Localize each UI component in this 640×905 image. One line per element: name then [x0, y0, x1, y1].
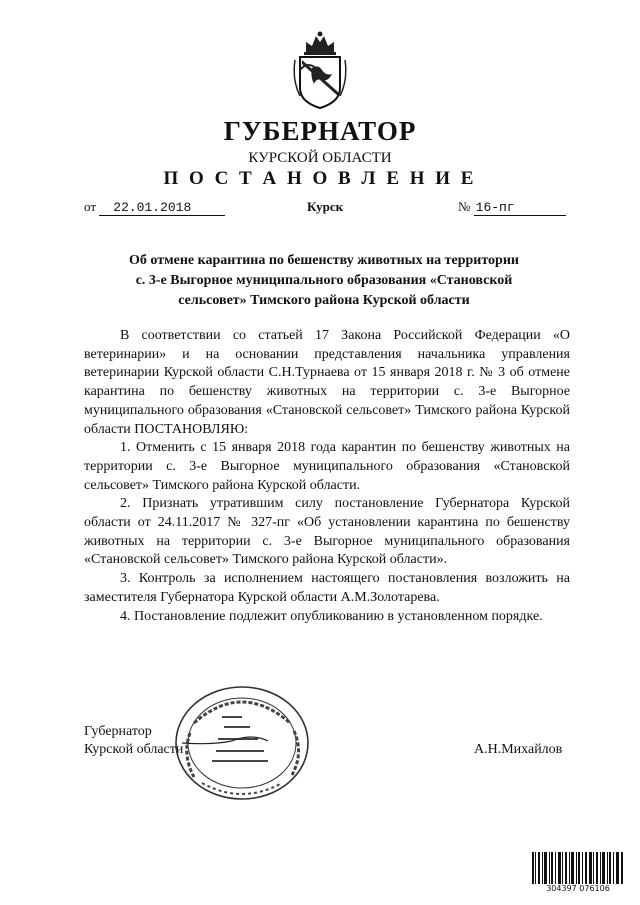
intro-paragraph: В соответствии со статьей 17 Закона Российской Федерации «О ветеринарии» и на основании представления начальника управления ветеринарии Курской области С.Н.Турнаева от 15 января 2018 г. № 3 об отмене карантина по бешенству животных на территории с. 3-е Выгорное муниципального образования «Становской сельсовет» Тимского района Курской области ПОСТАНОВЛЯЮ: [84, 328, 570, 437]
issuer-region: КУРСКОЙ ОБЛАСТИ [248, 150, 392, 166]
date-value: 22.01.2018 [99, 200, 225, 216]
date-prefix: от [84, 199, 97, 214]
stamp-icon [172, 683, 312, 803]
number-value: 16-пг [474, 200, 566, 216]
clause-3: 3. Контроль за исполнением настоящего постановления возложить на заместителя Губернатора Курской области А.М.Золотарева. [84, 571, 570, 605]
clause-4: 4. Постановление подлежит опубликованию в установленном порядке. [120, 608, 543, 624]
signatory-name: А.Н.Михайлов [474, 742, 563, 757]
heading-line: с. 3-е Выгорное муниципального образования «Становской [135, 273, 513, 288]
position-line: Курской области [84, 742, 184, 757]
clause-1: 1. Отменить с 15 января 2018 года карантин по бешенству животных на территории с. 3-е Выгорное муниципального образования «Становской сельсовет» Тимского района Курской области. [84, 440, 570, 493]
document-number [458, 199, 566, 216]
signatory-position [84, 723, 183, 759]
document-body [84, 327, 570, 626]
document-type: П О С Т А Н О В Л Е Н И Е [163, 168, 477, 189]
position-line: Губернатор [84, 724, 152, 739]
document-heading [84, 251, 564, 311]
document-date [84, 199, 225, 216]
document-city: Курск [307, 199, 344, 214]
clause-2: 2. Признать утратившим силу постановление Губернатора Курской области от 24.11.2017 № 327-пг «Об установлении карантина по бешенству животных на территории с. 3-е Выгорное муниципального образования «Становской сельсовет» Тимского района Курской области». [84, 496, 570, 568]
heading-line: Об отмене карантина по бешенству животных на территории [129, 253, 519, 268]
barcode-number: 304397 076106 [532, 884, 624, 893]
issuer-title: ГУБЕРНАТОР [223, 116, 417, 146]
coat-of-arms-icon [292, 30, 348, 110]
number-prefix: № [458, 199, 471, 214]
heading-line: сельсовет» Тимского района Курской области [178, 293, 470, 308]
